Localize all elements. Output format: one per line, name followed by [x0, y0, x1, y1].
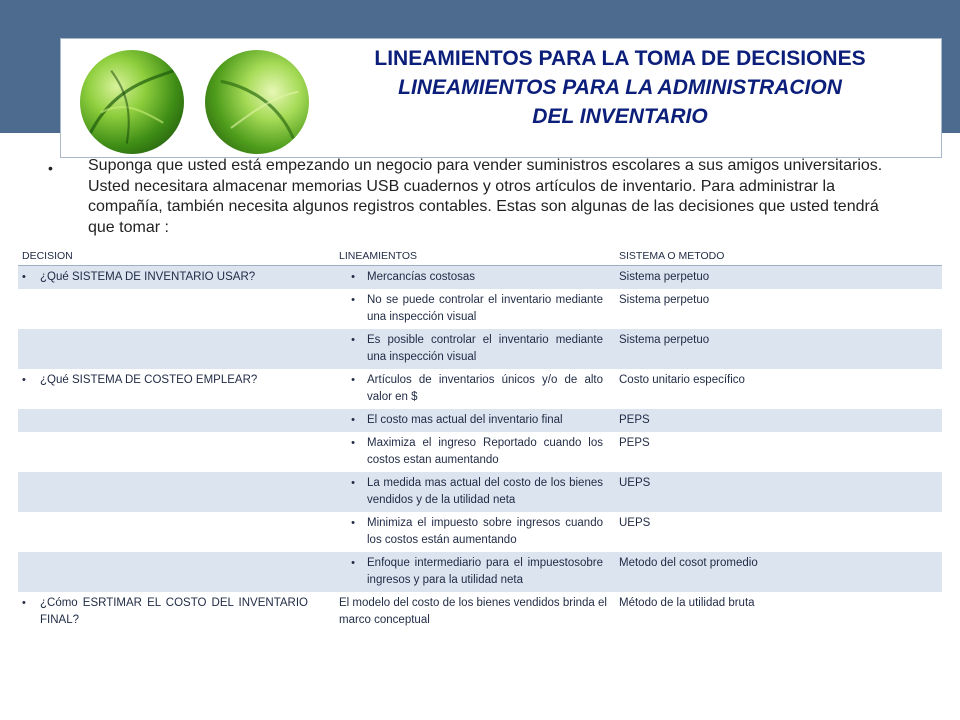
guideline-cell: [335, 552, 615, 592]
decision-cell: [18, 266, 335, 290]
slide-title: [300, 44, 940, 131]
table-row: [18, 512, 942, 552]
decision-cell: [18, 472, 335, 512]
leaf-image-left: [80, 50, 184, 154]
table-row: [18, 369, 942, 409]
guideline-cell: [335, 289, 615, 329]
guideline-cell: [335, 472, 615, 512]
bullet-icon: •: [351, 477, 355, 489]
intro-bullet: •: [48, 160, 53, 176]
bullet-icon: •: [351, 271, 355, 283]
method-cell: Sistema perpetuo: [615, 329, 942, 369]
guideline-cell: [335, 329, 615, 369]
method-cell: UEPS: [619, 517, 651, 529]
decision-cell: [18, 432, 335, 472]
table-row: [18, 289, 942, 329]
guideline-cell: [335, 266, 615, 290]
decision-cell: [18, 409, 335, 432]
table-row: [18, 472, 942, 512]
title-line-2: LINEAMIENTOS PARA LA ADMINISTRACION: [398, 76, 842, 99]
bullet-icon: •: [351, 294, 355, 306]
title-line-3: DEL INVENTARIO: [532, 105, 708, 128]
guideline-text: La medida mas actual del costo de los bienes vendidos y de la utilidad neta: [367, 477, 603, 506]
decision-table: [18, 247, 942, 632]
bullet-icon: •: [22, 271, 26, 283]
leaf-image-right: [205, 50, 309, 154]
method-cell: Método de la utilidad bruta: [619, 597, 755, 609]
header-decision: DECISION: [18, 247, 335, 266]
table-row: [18, 329, 942, 369]
method-cell: Sistema perpetuo: [619, 294, 710, 306]
guideline-text: No se puede controlar el inventario mediante una inspección visual: [367, 294, 603, 323]
guideline-text: El modelo del costo de los bienes vendidos brinda el marco conceptual: [339, 597, 607, 626]
table-row: [18, 432, 942, 472]
method-cell: UEPS: [615, 472, 942, 512]
bullet-icon: •: [351, 334, 355, 346]
decision-text: ¿Qué SISTEMA DE INVENTARIO USAR?: [40, 271, 256, 283]
guideline-cell: [335, 369, 615, 409]
method-cell: PEPS: [615, 409, 942, 432]
bullet-icon: •: [22, 374, 26, 386]
bullet-icon: •: [351, 437, 355, 449]
guideline-text: Maximiza el ingreso Reportado cuando los costos estan aumentando: [367, 437, 603, 466]
table-row: [18, 266, 942, 290]
title-line-1: LINEAMIENTOS PARA LA TOMA DE DECISIONES: [374, 47, 866, 70]
header-method: SISTEMA O METODO: [615, 247, 942, 266]
guideline-cell: [335, 592, 615, 632]
table-header-row: [18, 247, 942, 266]
guideline-text: Minimiza el impuesto sobre ingresos cuando los costos están aumentando: [367, 517, 603, 546]
guideline-text: Es posible controlar el inventario mediante una inspección visual: [367, 334, 603, 363]
guideline-cell: [335, 512, 615, 552]
guideline-text: Mercancías costosas: [367, 271, 476, 283]
bullet-icon: •: [351, 414, 355, 426]
decision-cell: [18, 512, 335, 552]
decision-cell: [18, 592, 335, 632]
guideline-text: El costo mas actual del inventario final: [367, 414, 563, 426]
method-cell: Metodo del cosot promedio: [615, 552, 942, 592]
table-row: [18, 552, 942, 592]
table-row: [18, 409, 942, 432]
decision-text: ¿Cómo ESRTIMAR EL COSTO DEL INVENTARIO FINAL?: [40, 597, 308, 626]
method-cell: PEPS: [619, 437, 650, 449]
decision-text: ¿Qué SISTEMA DE COSTEO EMPLEAR?: [40, 374, 258, 386]
decision-cell: [18, 552, 335, 592]
bullet-icon: •: [351, 517, 355, 529]
method-cell: Sistema perpetuo: [615, 266, 942, 290]
guideline-cell: [335, 432, 615, 472]
decision-cell: [18, 329, 335, 369]
guideline-cell: [335, 409, 615, 432]
bullet-icon: •: [351, 374, 355, 386]
decision-cell: [18, 369, 335, 409]
method-cell: Costo unitario específico: [619, 374, 745, 386]
bullet-icon: •: [351, 557, 355, 569]
bullet-icon: •: [22, 597, 26, 609]
header-guidelines: LINEAMIENTOS: [335, 247, 615, 266]
intro-paragraph: Suponga que usted está empezando un negocio para vender suministros escolares a sus amigos universitarios. Usted necesitara almacenar memorias USB cuadernos y otros artículos de inventario. Para administrar la compañía, también necesita algunos registros contables. Estas son algunas de las decisiones que usted tendrá que tomar :: [88, 157, 883, 236]
table-row: [18, 592, 942, 632]
decision-cell: [18, 289, 335, 329]
guideline-text: Artículos de inventarios únicos y/o de alto valor en $: [367, 374, 603, 403]
guideline-text: Enfoque intermediario para el impuestosobre ingresos y para la utilidad neta: [367, 557, 603, 586]
